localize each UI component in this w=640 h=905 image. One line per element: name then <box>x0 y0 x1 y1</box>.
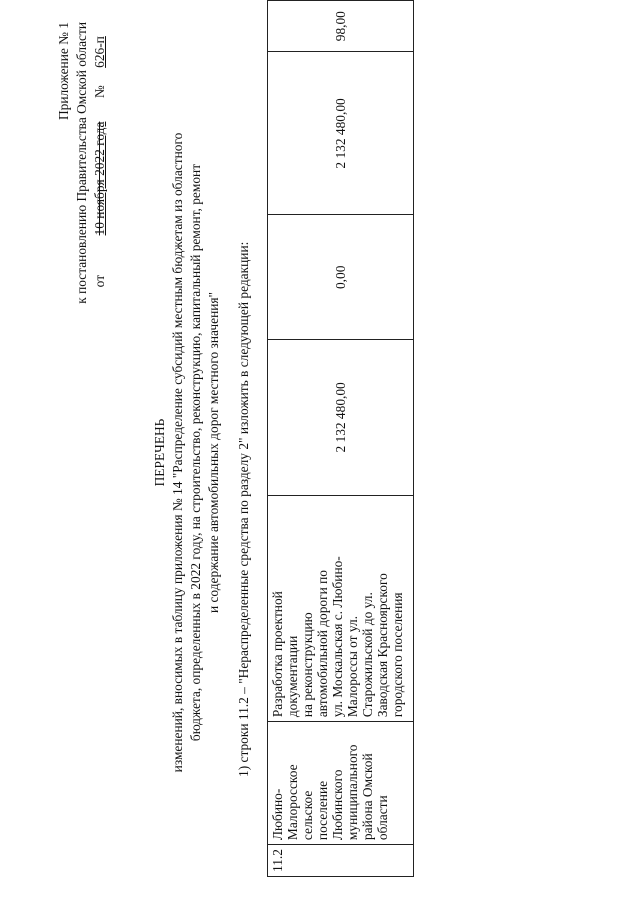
number-label: № <box>92 85 107 99</box>
from-label: от <box>92 274 107 288</box>
heading-line-2: бюджета, определенных в 2022 году, на строительство, реконструкцию, капитальный ремонт, ремонт <box>188 163 203 742</box>
appendix-decree-line: к постановлению Правительства Омской области <box>74 22 89 304</box>
amount-2-cell: 0,00 <box>268 215 414 340</box>
appendix-title: Приложение № 1 <box>56 22 71 121</box>
decree-date: 10 ноября 2022 года <box>92 121 107 236</box>
amount-3-cell: 2 132 480,00 <box>268 52 414 215</box>
row-index: 11.2 <box>268 845 414 877</box>
instruction-text: 1) строки 11.2 – "Нераспределенные средства по разделу 2" изложить в следующей редакции: <box>236 241 251 777</box>
heading-line-1: изменений, вносимых в таблицу приложения № 14 "Распределение субсидий местным бюджетам из областного <box>170 132 185 773</box>
amount-total-cell: 2 132 480,00 <box>268 340 414 496</box>
appendix-date-line <box>92 22 107 287</box>
decree-number: 626-п <box>92 36 107 68</box>
table-row <box>268 1 414 877</box>
purpose-cell: Разработка проектной документации на реконструкцию автомобильной дороги по ул. Москальская с. Любино- Малороссы от ул. Старожильской до ул. Заводская Красноярского городского поселения <box>268 495 414 721</box>
recipient-cell: Любино- Малоросское сельское поселение Любинского муниципального района Омской области <box>268 722 414 845</box>
subsidy-table <box>267 0 414 877</box>
percent-cell: 98,00 <box>268 1 414 52</box>
heading-line-3: и содержание автомобильных дорог местного значения" <box>206 291 221 614</box>
heading-title: ПЕРЕЧЕНЬ <box>152 418 167 487</box>
